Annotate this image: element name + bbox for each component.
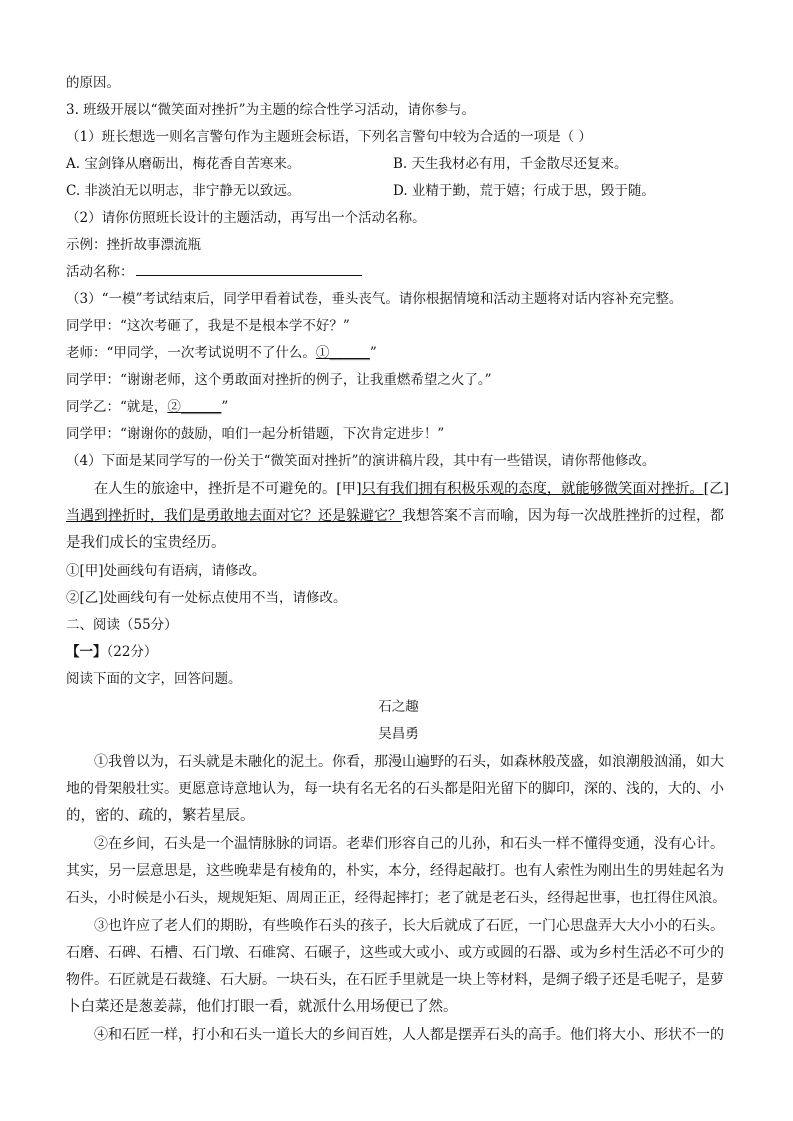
paragraph-1-line-1: ①我曾以为，石头就是未融化的泥土。你看，那漫山遍野的石头，如森林般茂盛，如浪潮般汹涌，如大 (94, 754, 724, 770)
continuation-line: 的原因。 (66, 75, 120, 91)
dialogue-line-5: 同学甲：“谢谢你的鼓励，咱们一起分析错题，下次肯定进步！” (66, 426, 445, 442)
question-3-3-stem: （3）“一模”考试结束后，同学甲看着试卷，垂头丧气。请你根据情境和活动主题将对话内容补充完整。 (66, 291, 683, 307)
question-3-2-stem: （2）请你仿照班长设计的主题活动，再写出一个活动名称。 (66, 210, 426, 226)
option-b: B. 天生我材必有用，千金散尽还复来。 (393, 156, 628, 172)
paragraph-2-line-1: ②在乡间，石头是一个温情脉脉的词语。老辈们形容自己的儿孙，和石头一样不懂得变通，没有心计。 (94, 836, 724, 852)
activity-name-line (66, 263, 362, 281)
question-3-1-stem: （1）班长想选一则名言警句作为主题班会标语，下列名言警句中较为合适的一项是（ ） (66, 129, 592, 145)
blank-marker-1: ① (315, 345, 330, 361)
part-1-label: 【一】 (66, 644, 107, 660)
speech-line-1: 在人生的旅途中，挫折是不可避免的。[甲]只有我们拥有积极乐观的态度，就能够微笑面对挫折。[乙] (94, 481, 730, 497)
option-c: C. 非淡泊无以明志，非宁静无以致远。 (66, 183, 301, 199)
dialogue-line-3: 同学甲：“谢谢老师，这个勇敢面对挫折的例子，让我重燃希望之火了。” (66, 372, 492, 388)
paragraph-4-line-1: ④和石匠一样，打小和石头一道长大的乡间百姓，人人都是摆弄石头的高手。他们将大小、形状不一的 (94, 1027, 724, 1043)
options-row-2 (66, 182, 731, 200)
blank-marker-2: ② (167, 399, 181, 415)
paragraph-1-line-3: 的，密的、疏的，繁若星辰。 (66, 808, 255, 824)
answer-blank-1[interactable]: ______ (329, 345, 370, 361)
essay-title: 石之趣 (378, 699, 419, 715)
question-3-2-example: 示例：挫折故事漂流瓶 (66, 237, 201, 253)
part-1-heading (66, 643, 157, 661)
question-3-title: 3. 班级开展以“微笑面对挫折”为主题的综合性学习活动，请你参与。 (66, 102, 475, 118)
section-2-heading: 二、阅读（55分） (66, 617, 178, 633)
underlined-sentence-yi: 当遇到挫折时，我们是勇敢地去面对它？还是躲避它？ (66, 508, 402, 524)
paragraph-2-line-3: 石头，小时候是小石头，规规矩矩、周周正正，经得起摔打；老了就是老石头，经得起世事，也扛得住风浪。 (66, 890, 727, 906)
dialogue-line-2: 老师：“甲同学，一次考试说明不了什么。①______” (66, 345, 377, 361)
underlined-sentence-jia: 只有我们拥有积极乐观的态度，就能够微笑面对挫折。 (361, 481, 704, 497)
paragraph-2-line-2: 其实，另一层意思是，这些晚辈是有棱角的，朴实，本分，经得起敲打。也有人索性为刚出生的男娃起名为 (66, 863, 724, 879)
essay-author: 吴昌勇 (378, 726, 419, 742)
dialogue-line-4: 同学乙：“就是，②______” (66, 399, 229, 415)
question-3-4-stem: （4）下面是某同学写的一份关于“微笑面对挫折”的演讲稿片段，其中有一些错误，请你帮他修改。 (66, 453, 656, 469)
paragraph-1-line-2: 地的骨架般壮实。更愿意诗意地认为，每一块有名无名的石头都是阳光留下的脚印，深的、浅的，大的、小 (66, 781, 724, 797)
activity-name-label: 活动名称： (66, 264, 134, 280)
speech-line-3: 是我们成长的宝贵经历。 (66, 535, 226, 551)
paragraph-3-line-1: ③也许应了老人们的期盼，有些唤作石头的孩子，长大后就成了石匠，一门心思盘弄大大小小的石头。 (94, 918, 724, 934)
reading-instruction: 阅读下面的文字，回答问题。 (66, 671, 242, 687)
sub-question-2: ②[乙]处画线句有一处标点使用不当，请修改。 (66, 590, 347, 606)
paragraph-3-line-4: 卜白菜还是葱姜蒜，他们打眼一看，就派什么用场便已了然。 (66, 999, 458, 1015)
answer-blank-2[interactable]: ______ (180, 399, 222, 415)
dialogue-line-1: 同学甲：“这次考砸了，我是不是根本学不好？” (66, 318, 350, 334)
speech-line-2: 当遇到挫折时，我们是勇敢地去面对它？还是躲避它？我想答案不言而喻，因为每一次战胜挫折的过程，都 (66, 508, 724, 524)
paragraph-3-line-2: 石磨、石碑、石槽、石门墩、石碓窝、石碾子，这些或大或小、或方或圆的石器、或为乡村生活必不可少的 (66, 945, 724, 961)
part-1-score: （22分） (106, 644, 158, 660)
options-row-1 (66, 155, 731, 173)
sub-question-1: ①[甲]处画线句有语病，请修改。 (66, 563, 266, 579)
activity-name-blank[interactable] (136, 263, 362, 276)
option-d: D. 业精于勤，荒于嬉；行成于思，毁于随。 (393, 183, 655, 199)
paragraph-3-line-3: 物件。石匠就是石裁缝、石大厨。一块石头，在石匠手里就是一块上等材料，是绸子缎子还是毛呢子，是萝 (66, 972, 724, 988)
option-a: A. 宝剑锋从磨砺出，梅花香自苦寒来。 (66, 156, 301, 172)
